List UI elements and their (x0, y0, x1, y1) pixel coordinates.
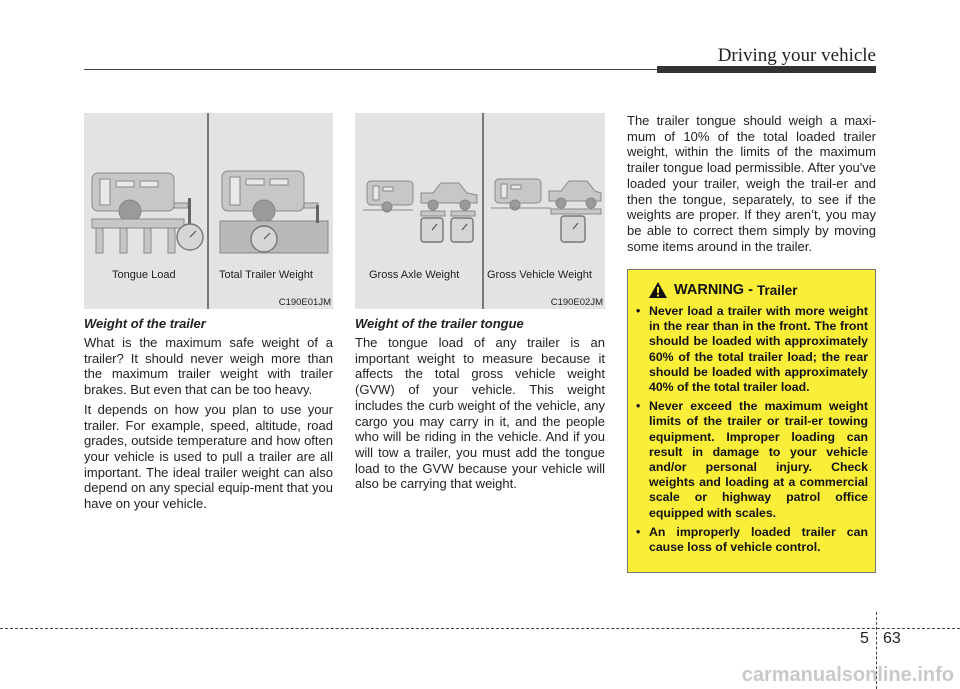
header-rule-bar (657, 66, 876, 73)
warning-header (648, 281, 797, 299)
warning-topic: Trailer (756, 282, 798, 298)
paragraph: The trailer tongue should weigh a maxi-mum of 10% of the total loaded trailer weight, within the limits of the maximum trailer tongue load permissible. After you've loaded your trailer, weigh the trail-er and then the tongue, separately, to see if the weights are proper. If they aren’t, you may be able to correct them simply by moving some items around in the trailer. (627, 113, 876, 254)
warning-list (636, 304, 868, 559)
paragraph: It depends on how you plan to use your trailer. For example, speed, altitude, road grades, outside temperature and how often your vehicle is used to pull a trailer are all important. The ideal trailer weight can also depend on any special equip-ment that you have on your vehicle. (84, 401, 333, 512)
paragraph: What is the maximum safe weight of a trailer? It should never weigh more than the maximum trailer weight with trailer brakes. But even that can be too heavy. (84, 335, 333, 398)
warning-word: WARNING - (674, 282, 753, 298)
warning-item: • An improperly loaded trailer can cause loss of vehicle control. (636, 525, 868, 555)
figure1-label-tongue-load: Tongue Load (112, 269, 176, 281)
heading-weight-of-trailer: Weight of the trailer (84, 316, 206, 331)
figure-axle-vehicle-weight (355, 113, 605, 309)
warning-box (627, 269, 876, 573)
figure2-code: C190E02JM (550, 297, 603, 308)
figure2-label-gross-axle-weight: Gross Axle Weight (369, 269, 460, 281)
header-rule (84, 69, 657, 70)
figure-trailer-weight (84, 113, 333, 309)
section-number: 5 (860, 630, 869, 647)
section-title: Driving your vehicle (717, 45, 876, 66)
warning-triangle-icon (648, 281, 668, 299)
warning-item: • Never load a trailer with more weight in the rear than in the front. The front should be loaded with approximately 60% of the total trailer load; the rear should be loaded with approximately 40% of the total trailer load. (636, 304, 868, 395)
col3-body (627, 113, 876, 258)
paragraph: The tongue load of any trailer is an important weight to measure because it affects the total gross vehicle weight (GVW) of your vehicle. This weight includes the curb weight of the vehicle, any cargo you may carry in it, and the people who will be riding in the vehicle. And if you will tow a trailer, you must add the tongue load to the GVW because your vehicle will also be carrying that weight. (355, 335, 605, 492)
footer-rule (0, 628, 960, 629)
watermark: carmanualsonline.info (741, 664, 954, 686)
heading-weight-of-tongue: Weight of the trailer tongue (355, 316, 524, 331)
col1-body (84, 335, 333, 516)
figure2-label-gross-vehicle-weight: Gross Vehicle Weight (487, 269, 592, 281)
page-number: 63 (883, 630, 901, 647)
figure1-code: C190E01JM (278, 297, 331, 308)
warning-item: • Never exceed the maximum weight limits of the trailer or trail-er towing equipment. Improper loading can result in damage to your vehicle and/or personal injury. Check weights and loading at a commercial scale or highway patrol office equipped with scales. (636, 399, 868, 521)
figure1-label-total-trailer-weight: Total Trailer Weight (219, 269, 313, 281)
col2-body (355, 335, 605, 496)
